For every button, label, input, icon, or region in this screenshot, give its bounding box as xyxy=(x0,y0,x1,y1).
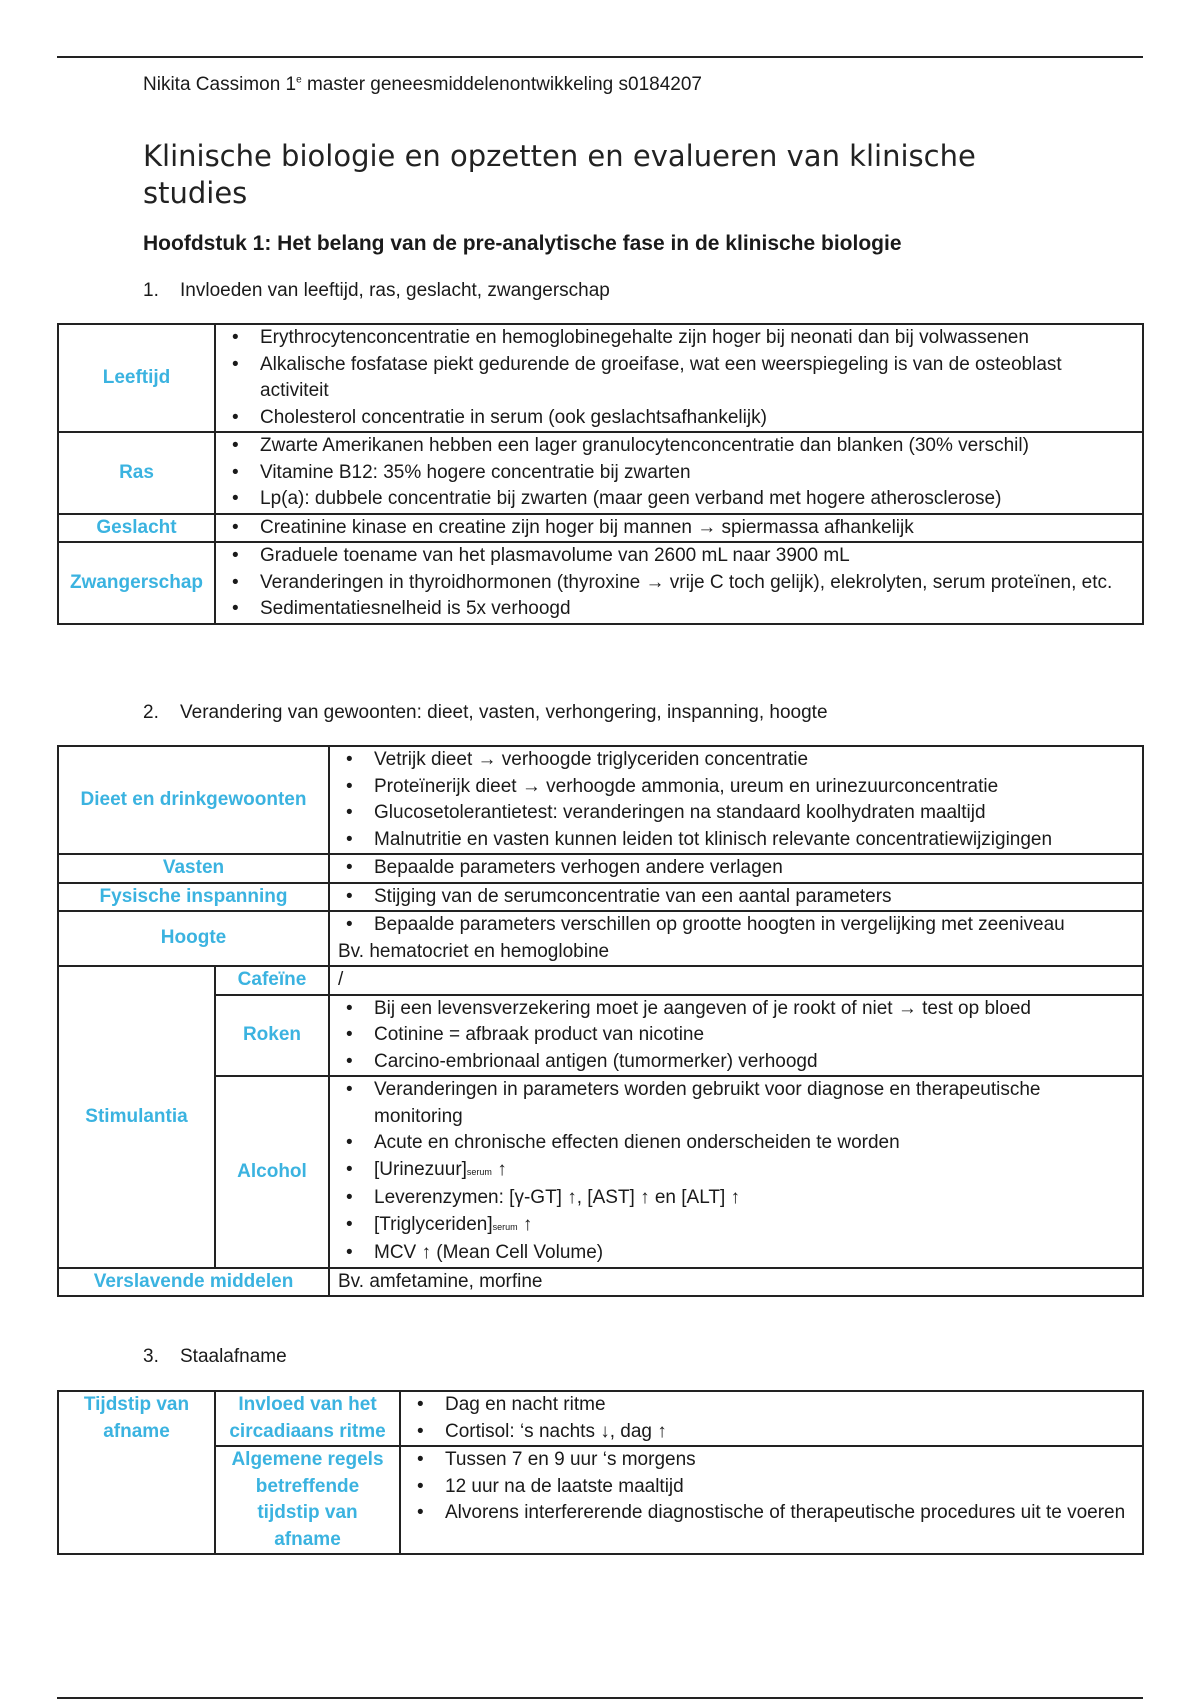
bullet-list xyxy=(338,1077,1134,1267)
list-item: • Veranderingen in parameters worden gebruikt voor diagnose en therapeutische monitoring xyxy=(338,1077,1134,1130)
list-item: • Stijging van de serumconcentratie van een aantal parameters xyxy=(338,884,1134,911)
bullet-list xyxy=(224,325,1134,431)
row-label-dieet: Dieet en drinkgewoonten xyxy=(58,746,329,854)
table-row xyxy=(58,1076,1143,1268)
list-item: • 12 uur na de laatste maaltijd xyxy=(409,1474,1134,1501)
list-item: • Vetrijk dieet → verhoogde triglyceriden concentratie xyxy=(338,747,1134,774)
row-label-hoogte: Hoogte xyxy=(58,911,329,966)
row-label-tijdstip: Tijdstip van afname xyxy=(58,1391,215,1554)
table-row xyxy=(58,324,1143,432)
bullet-list xyxy=(338,996,1134,1076)
list-item: • Bij een levensverzekering moet je aangeven of je rookt of niet → test op bloed xyxy=(338,996,1134,1023)
row-label-fysische-inspanning: Fysische inspanning xyxy=(58,883,329,912)
section-2-heading: 2. Verandering van gewoonten: dieet, vasten, verhongering, inspanning, hoogte xyxy=(143,702,828,723)
list-item: • Zwarte Amerikanen hebben een lager granulocytenconcentratie dan blanken (30% verschil) xyxy=(224,433,1134,460)
table-row xyxy=(58,746,1143,854)
bullet-list xyxy=(409,1447,1134,1527)
table-row xyxy=(58,542,1143,624)
row-label-leeftijd: Leeftijd xyxy=(58,324,215,432)
chapter-heading: Hoofdstuk 1: Het belang van de pre-analytische fase in de klinische biologie xyxy=(143,232,902,255)
row-label-stimulantia: Stimulantia xyxy=(58,966,215,1268)
list-item: • Creatinine kinase en creatine zijn hoger bij mannen → spiermassa afhankelijk xyxy=(224,515,1134,542)
list-item: • Bepaalde parameters verhogen andere verlagen xyxy=(338,855,1134,882)
row-label-ras: Ras xyxy=(58,432,215,514)
list-item: • Carcino-embrionaal antigen (tumormerker) verhoogd xyxy=(338,1049,1134,1076)
bullet-list xyxy=(409,1392,1134,1445)
list-item: • [Urinezuur]serum ↑ xyxy=(338,1157,1134,1186)
row-label-verslavende-middelen: Verslavende middelen xyxy=(58,1268,329,1297)
list-item: • MCV ↑ (Mean Cell Volume) xyxy=(338,1240,1134,1267)
list-item: • Malnutritie en vasten kunnen leiden tot klinisch relevante concentratiewijzigingen xyxy=(338,827,1134,854)
list-item: • Alvorens interfererende diagnostische of therapeutische procedures uit te voeren xyxy=(409,1500,1134,1527)
list-item: • Cortisol: ‘s nachts ↓, dag ↑ xyxy=(409,1419,1134,1446)
table-row xyxy=(58,1268,1143,1297)
row-label-cafeine: Cafeïne xyxy=(215,966,329,995)
row-label-zwangerschap: Zwangerschap xyxy=(58,542,215,624)
list-item: • Dag en nacht ritme xyxy=(409,1392,1134,1419)
row-label-alcohol: Alcohol xyxy=(215,1076,329,1268)
table-gewoonten xyxy=(57,745,1144,1297)
bottom-rule xyxy=(57,1697,1143,1699)
row-label-algemene-regels: Algemene regels betreffende tijdstip van afname xyxy=(215,1446,400,1554)
document-title: Klinische biologie en opzetten en evalueren van klinische studies xyxy=(143,139,976,210)
list-item: • Veranderingen in thyroidhormonen (thyroxine → vrije C toch gelijk), elekrolyten, serum proteïnen, etc. xyxy=(224,570,1134,597)
list-item: • Cholesterol concentratie in serum (ook geslachtsafhankelijk) xyxy=(224,405,1134,432)
table-invloeden xyxy=(57,323,1144,625)
table-row xyxy=(58,911,1143,966)
header-author-line: Nikita Cassimon 1e master geneesmiddelenontwikkeling s0184207 xyxy=(143,74,702,95)
bullet-list xyxy=(338,912,1134,939)
list-item: • Alkalische fosfatase piekt gedurende de groeifase, wat een weerspiegeling is van de osteoblast activiteit xyxy=(224,352,1134,405)
list-item: • Proteïnerijk dieet → verhoogde ammonia, ureum en urinezuurconcentratie xyxy=(338,774,1134,801)
row-label-vasten: Vasten xyxy=(58,854,329,883)
list-item: • Cotinine = afbraak product van nicotine xyxy=(338,1022,1134,1049)
table-row xyxy=(58,854,1143,883)
bullet-list xyxy=(224,433,1134,513)
list-item: • Erythrocytenconcentratie en hemoglobinegehalte zijn hoger bij neonati dan bij volwassenen xyxy=(224,325,1134,352)
list-item: • [Triglyceriden]serum ↑ xyxy=(338,1212,1134,1241)
list-item: • Sedimentatiesnelheid is 5x verhoogd xyxy=(224,596,1134,623)
bullet-list xyxy=(224,543,1134,623)
table-row xyxy=(58,1446,1143,1554)
list-item: • Acute en chronische effecten dienen onderscheiden te worden xyxy=(338,1130,1134,1157)
verslavend-text: Bv. amfetamine, morfine xyxy=(329,1268,1143,1297)
table-row xyxy=(58,883,1143,912)
bullet-list xyxy=(338,747,1134,853)
note-text: Bv. hematocriet en hemoglobine xyxy=(338,940,610,962)
bullet-list xyxy=(224,515,1134,542)
row-label-geslacht: Geslacht xyxy=(58,514,215,543)
section-3-heading: 3. Staalafname xyxy=(143,1346,287,1367)
table-row xyxy=(58,1391,1143,1446)
bullet-list xyxy=(338,884,1134,911)
top-rule xyxy=(57,56,1143,58)
table-row xyxy=(58,514,1143,543)
cafeine-text: / xyxy=(329,966,1143,995)
table-row xyxy=(58,966,1143,995)
section-1-heading: 1. Invloeden van leeftijd, ras, geslacht, zwangerschap xyxy=(143,280,610,301)
list-item: • Vitamine B12: 35% hogere concentratie bij zwarten xyxy=(224,460,1134,487)
table-row xyxy=(58,995,1143,1077)
list-item: • Tussen 7 en 9 uur ‘s morgens xyxy=(409,1447,1134,1474)
list-item: • Leverenzymen: [γ-GT] ↑, [AST] ↑ en [ALT] ↑ xyxy=(338,1185,1134,1212)
list-item: • Graduele toename van het plasmavolume van 2600 mL naar 3900 mL xyxy=(224,543,1134,570)
list-item: • Glucosetolerantietest: veranderingen na standaard koolhydraten maaltijd xyxy=(338,800,1134,827)
list-item: • Bepaalde parameters verschillen op grootte hoogten in vergelijking met zeeniveau xyxy=(338,912,1134,939)
bullet-list xyxy=(338,855,1134,882)
row-label-circadiaans: Invloed van het circadiaans ritme xyxy=(215,1391,400,1446)
table-staalafname xyxy=(57,1390,1144,1555)
table-row xyxy=(58,432,1143,514)
row-label-roken: Roken xyxy=(215,995,329,1077)
list-item: • Lp(a): dubbele concentratie bij zwarten (maar geen verband met hogere atherosclerose) xyxy=(224,486,1134,513)
